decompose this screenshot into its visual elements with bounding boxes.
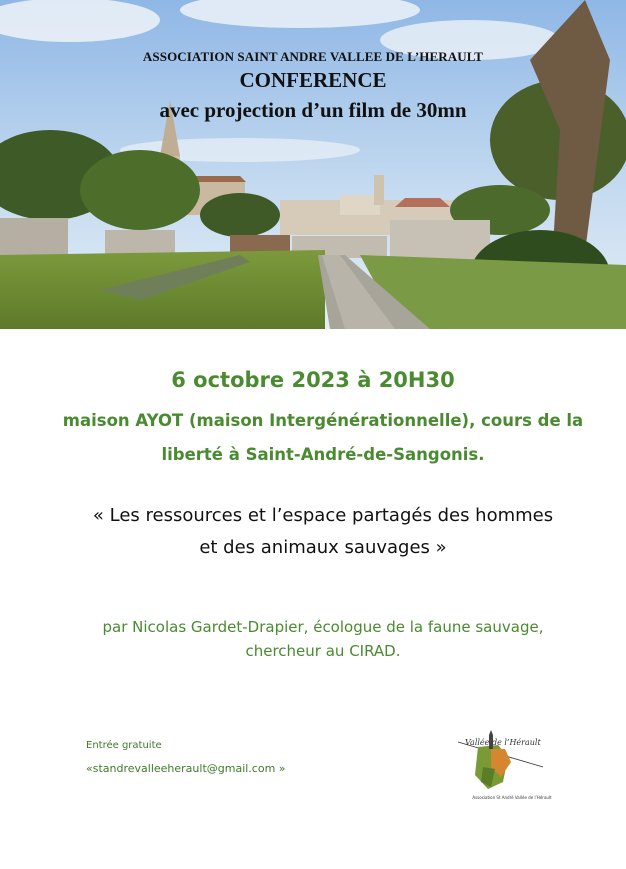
talk-title-line-1: « Les ressources et l’espace partagés des hommes: [92, 505, 554, 526]
logo-map-icon: [453, 727, 553, 797]
speaker-line-2: chercheur au CIRAD.: [245, 642, 401, 660]
projection-subtitle: avec projection d’un film de 30mn: [159, 98, 467, 122]
event-venue: [60, 404, 586, 472]
event-date: 6 octobre 2023 à 20H30: [171, 368, 455, 392]
speaker-line-1: par Nicolas Gardet-Drapier, écologue de la faune sauvage,: [102, 618, 544, 636]
logo-caption: Association St André Vallée de l’Hérault: [472, 795, 552, 800]
venue-line-2: liberté à Saint-André-de-Sangonis.: [161, 445, 485, 464]
contact-email: «standrevalleeherault@gmail.com »: [86, 762, 286, 775]
logo-wordmark: Vallée de l’Hérault: [465, 738, 541, 747]
venue-line-1: maison AYOT (maison Intergénérationnelle), cours de la: [62, 411, 584, 430]
free-entry-note: Entrée gratuite: [86, 740, 162, 751]
speaker-info: [60, 615, 586, 663]
conference-title: CONFERENCE: [239, 68, 387, 92]
association-name: ASSOCIATION SAINT ANDRE VALLEE DE L’HERAULT: [142, 49, 484, 64]
talk-title-line-2: et des animaux sauvages »: [199, 537, 447, 558]
talk-title: [60, 500, 586, 564]
